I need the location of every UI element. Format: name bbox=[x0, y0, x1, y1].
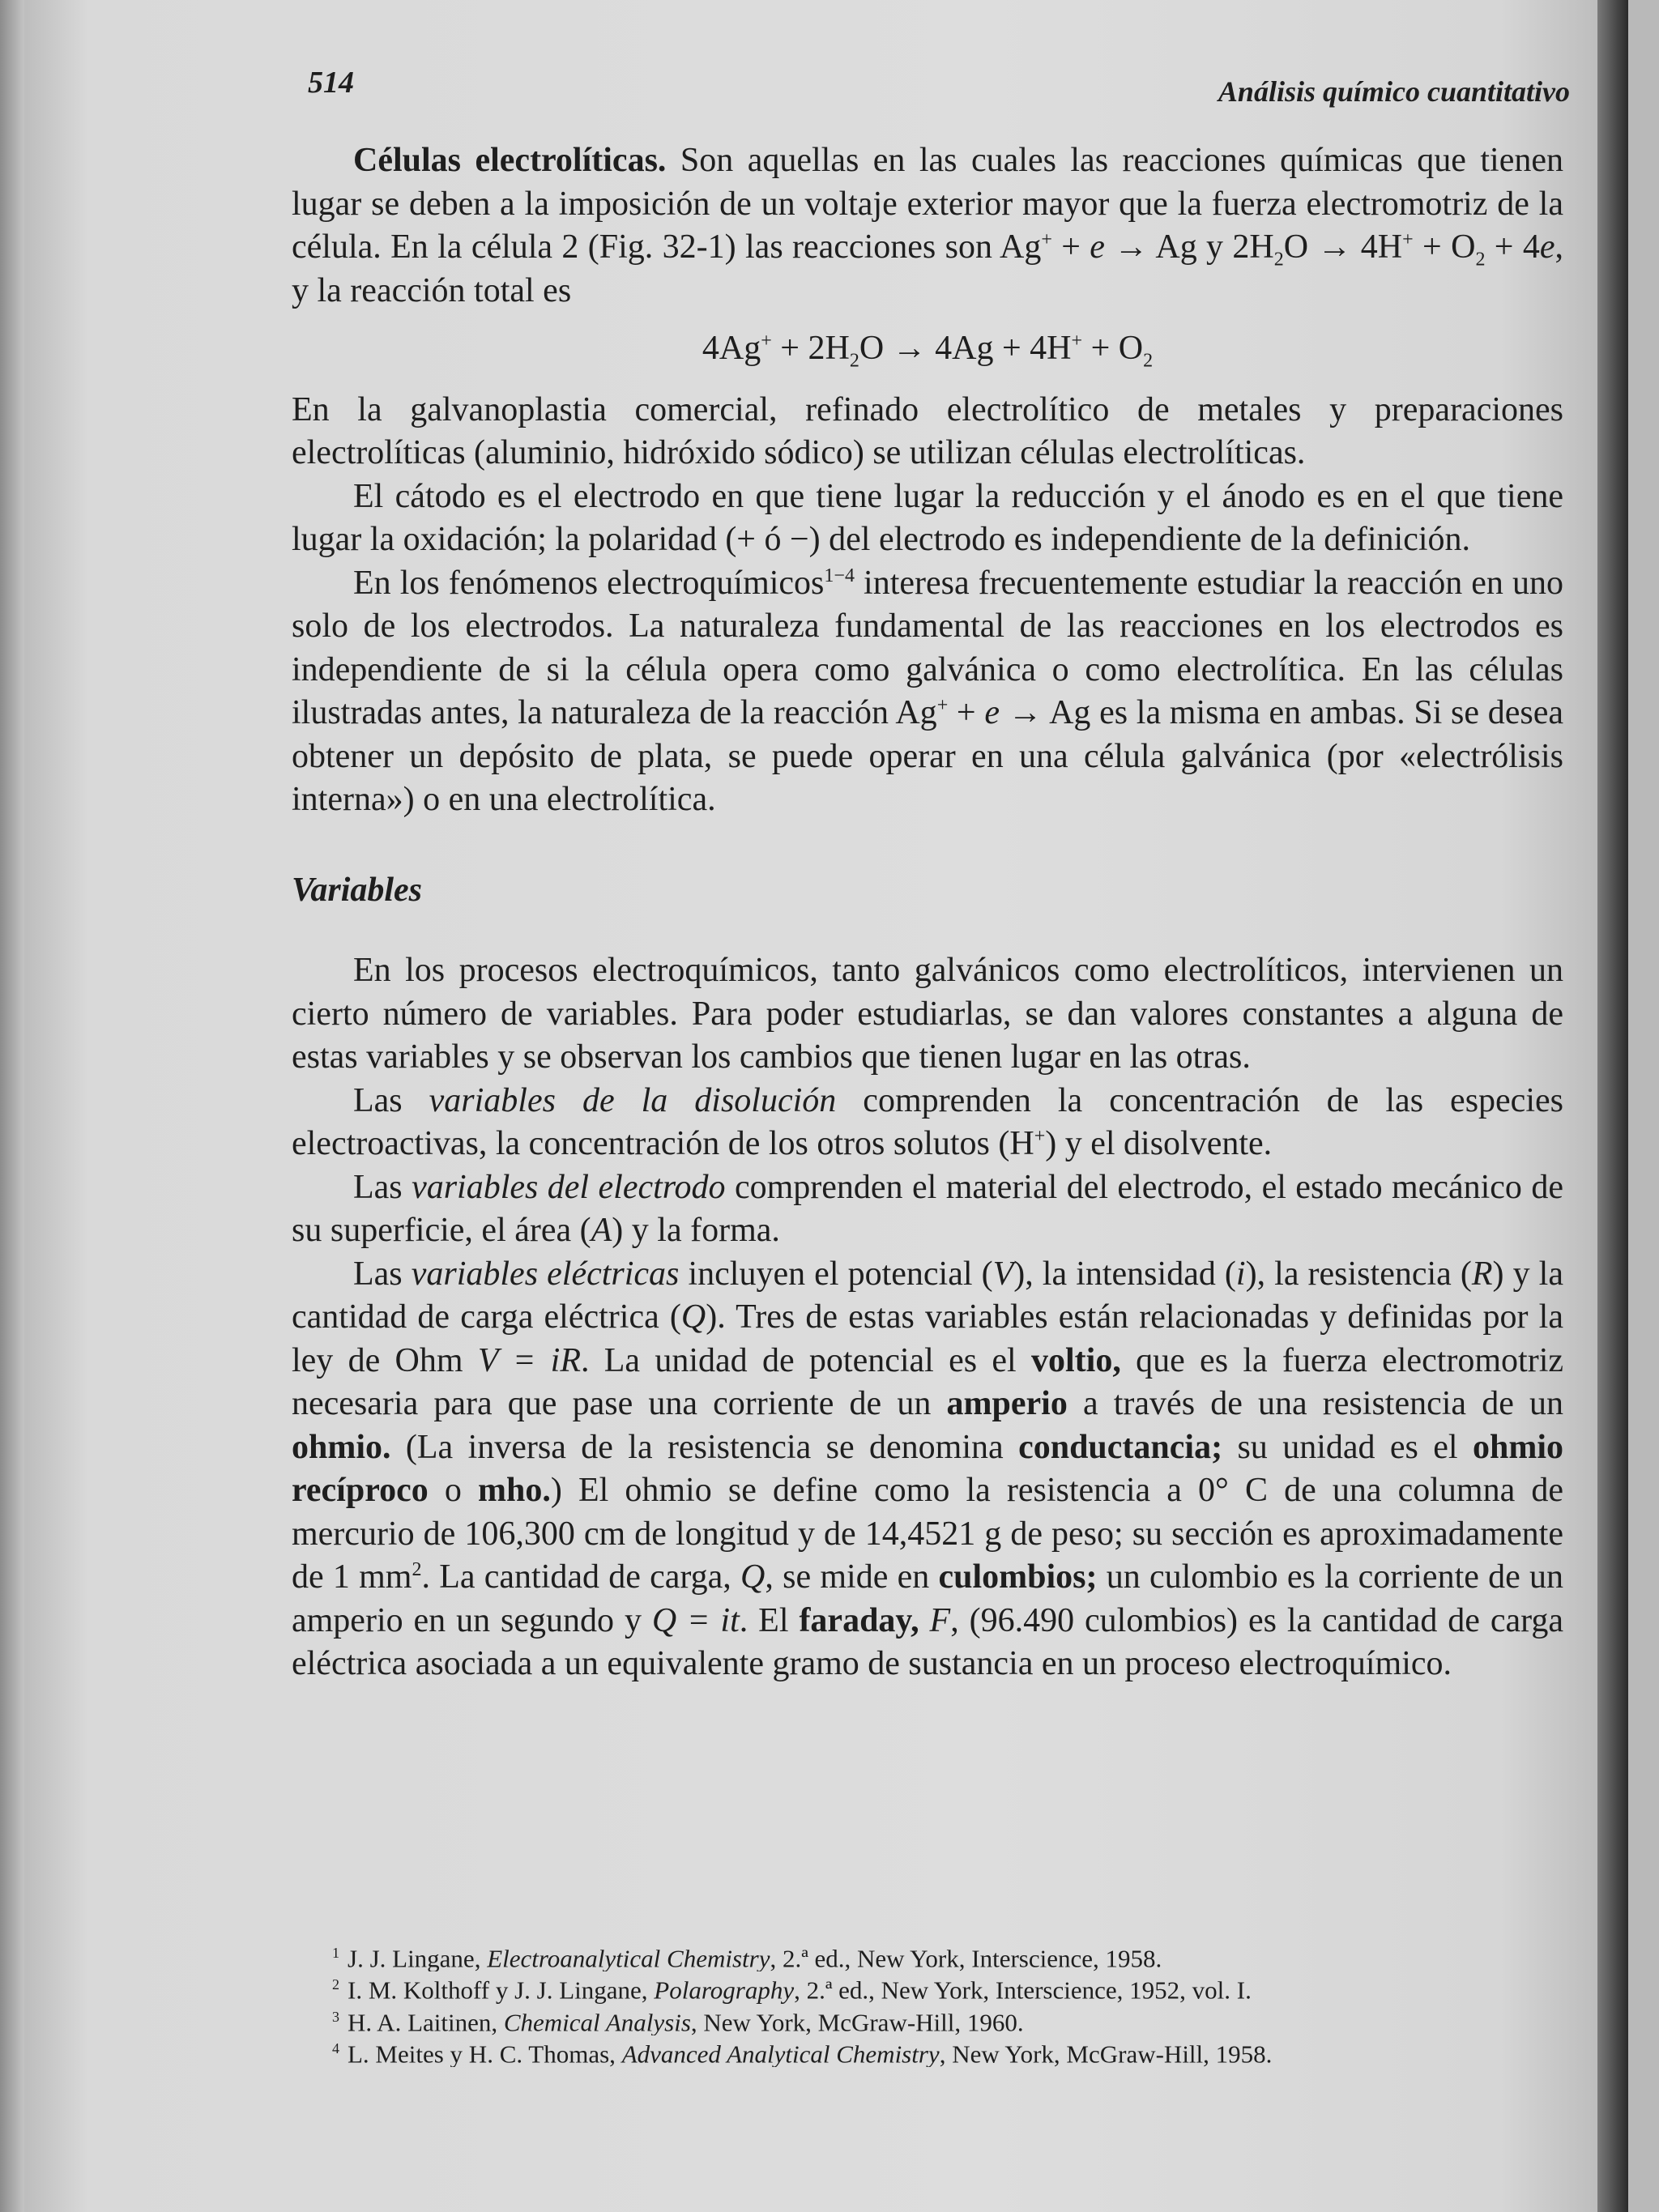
equation: $4Ag^+ + 2H_2O \to 4Ag + 4H^+ + O_2$ bbox=[702, 330, 1154, 372]
body-text bbox=[292, 139, 1563, 1686]
paragraph-variables-disolucion: Las variables de la disolución comprenden la concentración de las especies electroactivas, la concentración de los otros solutos (H+) y el disolvente. bbox=[292, 1081, 1563, 1162]
footnote: $^2$ I. M. Kolthoff y J. J. Lingane, Polarography, 2.ª ed., New York, Interscience, 1952, vol. I. bbox=[332, 1975, 1252, 2004]
paragraph-procesos: En los procesos electroquímicos, tanto galvánicos como electrolíticos, intervienen un cierto número de variables. Para poder estudiarlas, se dan valores constantes a alguna de estas variables y se observan los cambios que tienen lugar en las otras. bbox=[292, 952, 1563, 1076]
section-title: Variables bbox=[292, 871, 423, 909]
paragraph-catodo: El cátodo es el electrodo en que tiene lugar la reducción y el ánodo es en el que tiene lugar la oxidación; la polaridad (+ ó −) del electrodo es independiente de la definición. bbox=[292, 477, 1563, 558]
paragraph-variables-electricas: Las variables eléctricas incluyen el potencial (V), la intensidad (i), la resistencia (R) y la cantidad de carga eléctrica (Q). Tres de estas variables están relacionadas y definidas por la ley de Ohm V = iR. La unidad de potencial es el voltio, que es la fuerza electromotriz necesaria para que pase una corriente de un amperio a través de una resistencia de un ohmio. (La inversa de la resistencia se denomina conductancia; su unidad es el ohmio recíproco o mho.) El ohmio se define como la resistencia a 0° C de una columna de mercurio de 106,300 cm de longitud y de 14,4521 g de peso; su sección es aproximadamente de 1 $mm^2$. La cantidad de carga, Q, se mide en culombios; un culombio es la corriente de un amperio en un segundo y Q = it. El faraday, F, (96.490 culombios) es la cantidad de carga eléctrica asociada a un equivalente gramo de sustancia en un proceso electroquímico. bbox=[292, 1255, 1564, 1682]
running-title: Análisis químico cuantitativo bbox=[1218, 75, 1570, 108]
footnote: $^1$ J. J. Lingane, Electroanalytical Chemistry, 2.ª ed., New York, Interscience, 1958. bbox=[332, 1944, 1162, 1972]
binding-shadow bbox=[0, 0, 24, 2212]
paragraph-fenomenos: En los fenómenos electroquímicos$^{1-4}$ interesa frecuentemente estudiar la reacción en uno solo de los electrodos. La naturaleza fundamental de las reacciones en los electrodos es independiente de si la célula opera como galvánica o como electrolítica. En las células ilustradas antes, la naturaleza de la reacción Ag+ + e → Ag es la misma en ambas. Si se desea obtener un depósito de plata, se puede operar en una célula galvánica (por «electrólisis interna») o en una electrolítica. bbox=[292, 564, 1563, 818]
paragraph-celulas-electroliticas: Células electrolíticas. Son aquellas en las cuales las reacciones químicas que tienen lugar se deben a la imposición de un voltaje exterior mayor que la fuerza electromotriz de la célula. En la célula 2 (Fig. 32-1) las reacciones son Ag+ + e → Ag y $2H_2O \to 4H^+ + O_2 + 4e$, y la reacción total es bbox=[292, 142, 1564, 309]
page-header bbox=[308, 58, 1570, 115]
page-edge bbox=[1597, 0, 1628, 2212]
footnote: $^4$ L. Meites y H. C. Thomas, Advanced Analytical Chemistry, New York, McGraw-Hill, 1958. bbox=[332, 2039, 1273, 2068]
paragraph-lead: Células electrolíticas. bbox=[353, 142, 667, 179]
page-number: 514 bbox=[308, 66, 354, 100]
footnote-ref: 1−4 bbox=[824, 565, 855, 586]
paragraph-variables-electrodo: Las variables del electrodo comprenden el material del electrodo, el estado mecánico de su superficie, el área (A) y la forma. bbox=[292, 1168, 1563, 1249]
footnote: $^3$ H. A. Laitinen, Chemical Analysis, New York, McGraw-Hill, 1960. bbox=[332, 2007, 1024, 2035]
paragraph-galvanoplastia: En la galvanoplastia comercial, refinado electrolítico de metales y preparaciones electrolíticas (aluminio, hidróxido sódico) se utilizan células electrolíticas. bbox=[292, 390, 1563, 471]
footnotes bbox=[332, 1940, 1547, 2067]
